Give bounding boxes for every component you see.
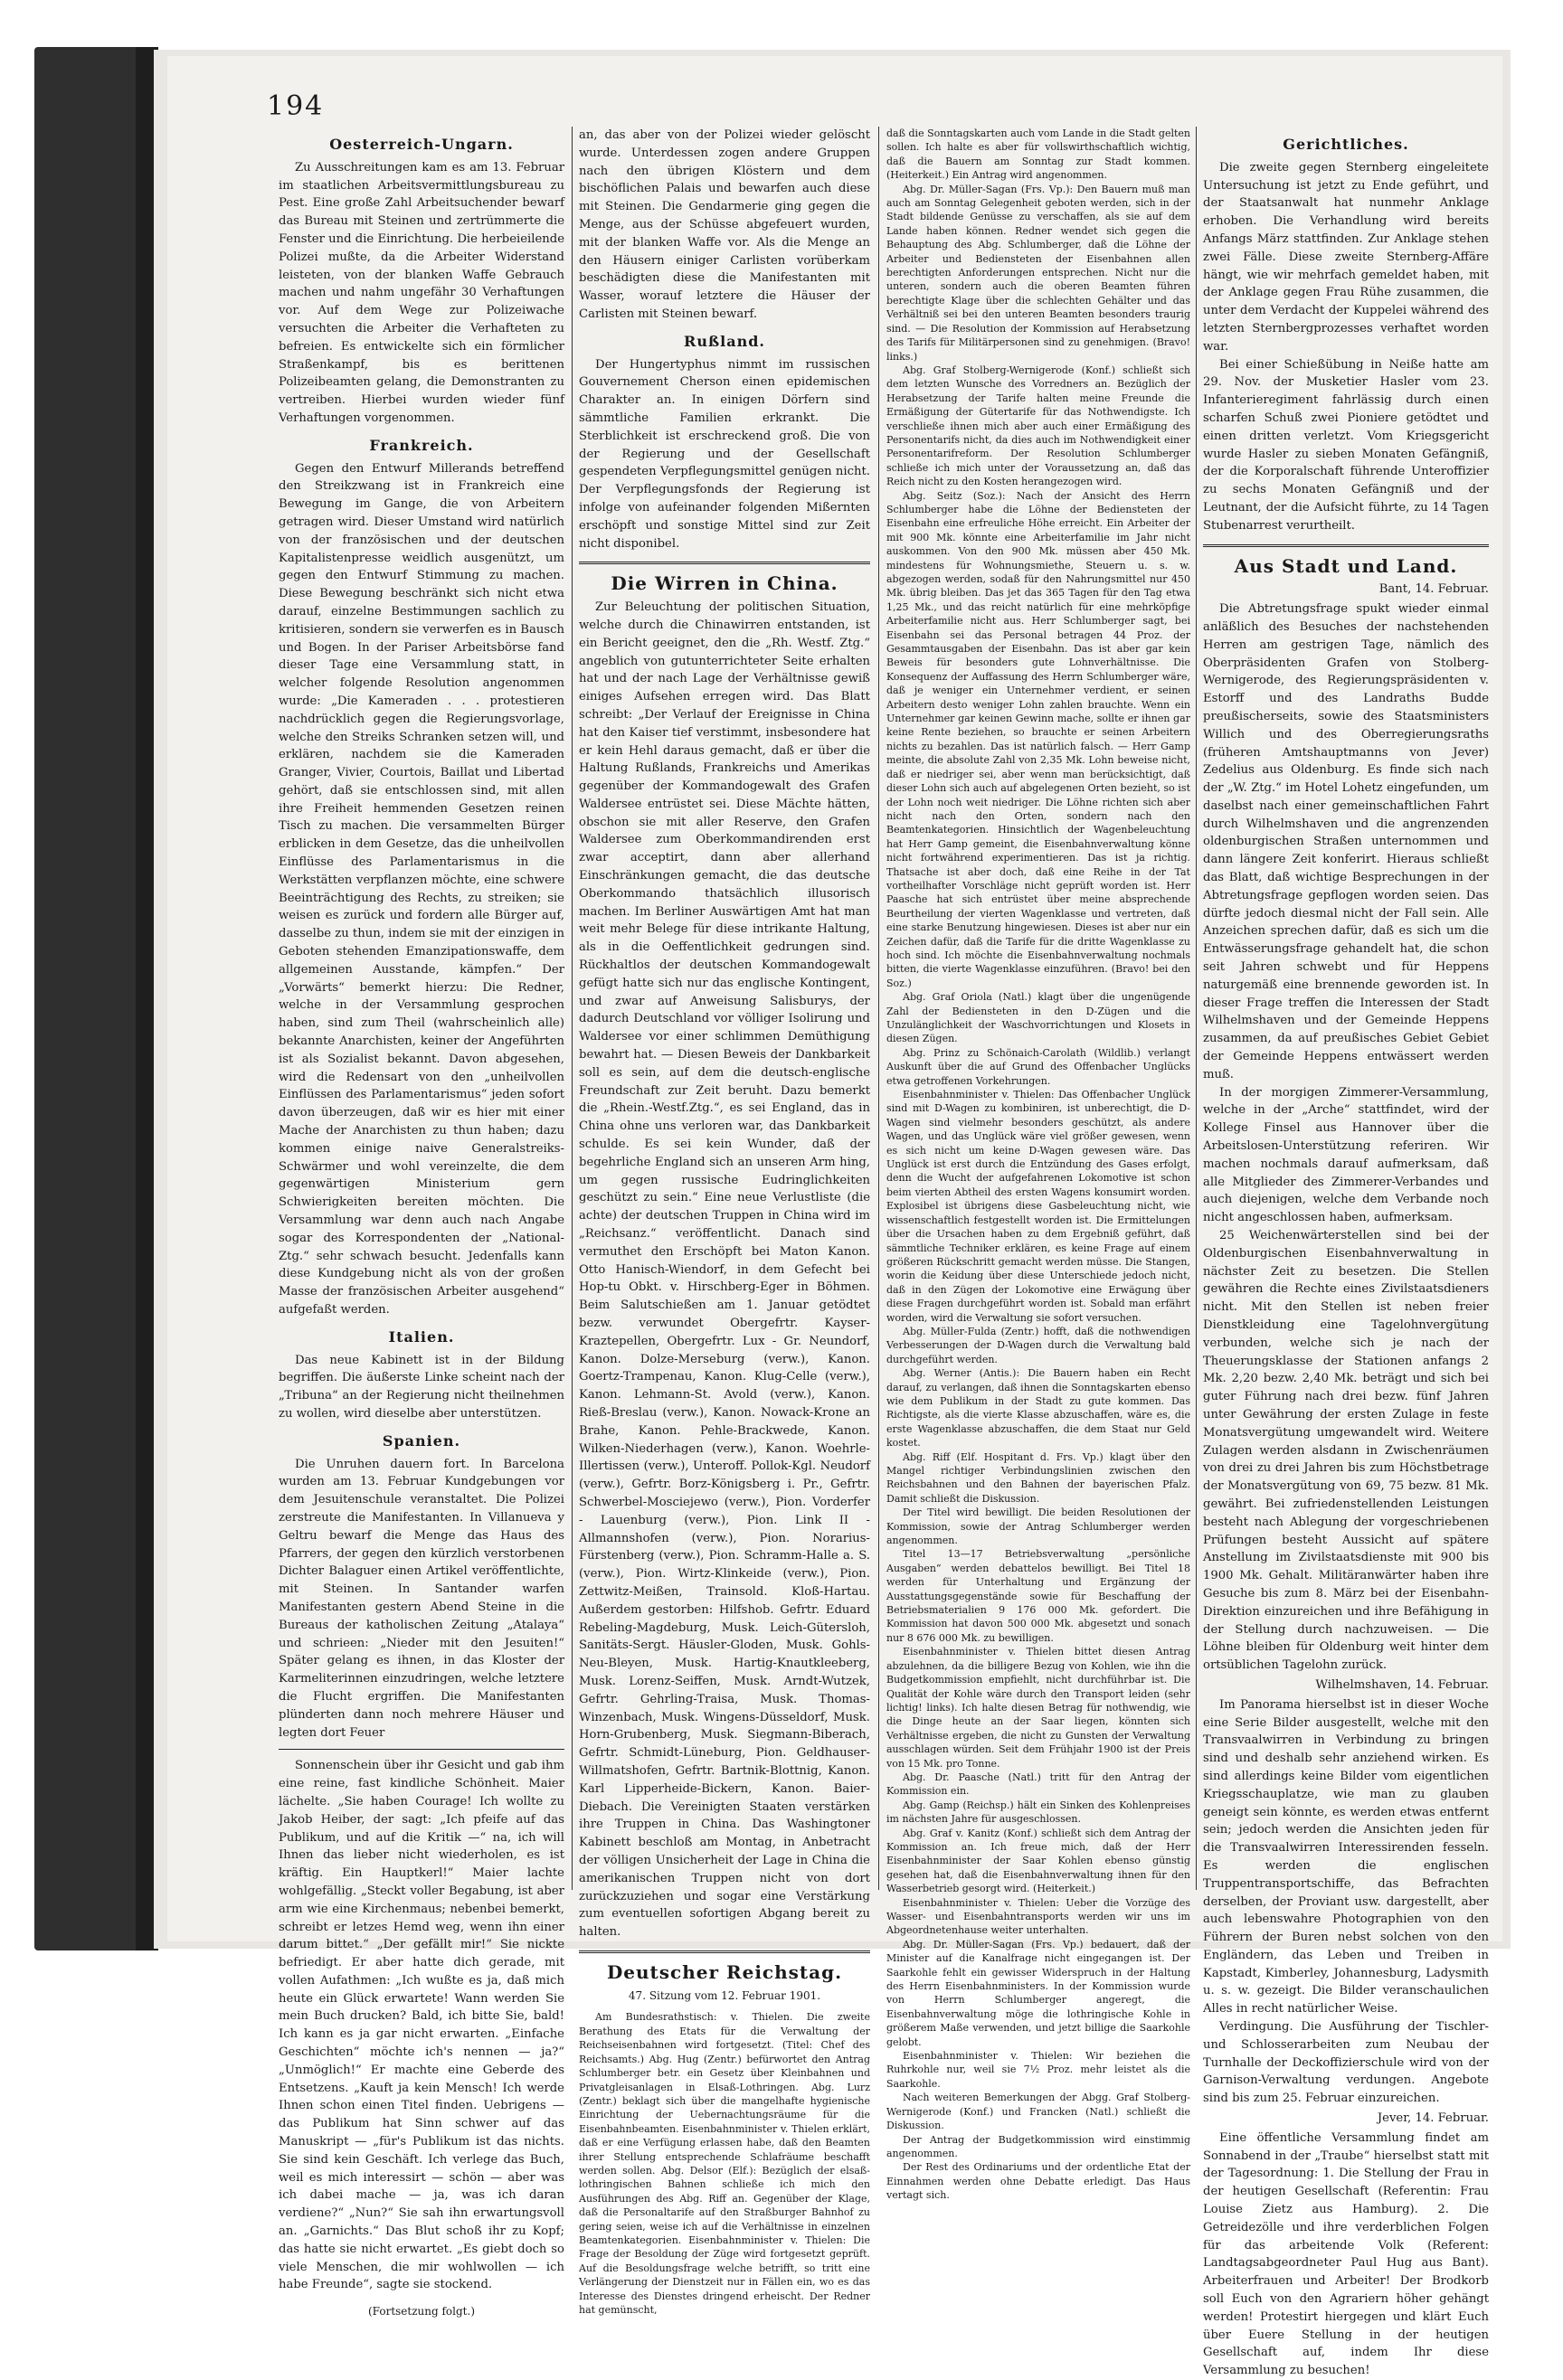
- reichstag-paragraph: Der Titel wird bewilligt. Die beiden Resolutionen der Kommission, sowie der Antrag Schlumberger werden angenommen.: [886, 1506, 1190, 1547]
- section-heading-italy: Italien.: [388, 1327, 455, 1346]
- book-binding: [34, 47, 152, 1950]
- section-heading-france: Frankreich.: [369, 436, 474, 454]
- section-divider: [579, 562, 870, 564]
- feuilleton-divider: [279, 1749, 564, 1750]
- reichstag-paragraph: Abg. Graf v. Kanitz (Konf.) schließt sich dem Antrag der Kommission an. Ich freue mich, daß der Herr Eisenbahnminister der Saar Kohlen ebenso günstig gesehen hat, daß die Eisenbahnverwaltung ihnen für den Wasserbetrieb gesorgt wird. (Heiterkeit.): [886, 1827, 1190, 1895]
- reichstag-paragraph: Der Rest des Ordinariums und der ordentliche Etat der Einnahmen werden ohne Debatte erledigt. Das Haus vertagt sich.: [886, 2161, 1190, 2202]
- reichstag-paragraph: Eisenbahnminister v. Thielen: Ueber die Vorzüge des Wasser- und Eisenbahntransports werden wir uns im Abgeordnetenhause weiter unterhalten.: [886, 1896, 1190, 1937]
- reichstag-paragraph: Eisenbahnminister v. Thielen bittet diesen Antrag abzulehnen, da die billigere Bezug von Kohlen, wie ihn die Budgetkommission empfiehlt, nicht durchführbar ist. Die Qualität der Kohle wäre durch den Transport leiden (sehr lichtig! links). Ich halte diesen Betrag für nothwendig, wie die Dinge heute an der Saar liegen, könnten sich Verhältnisse ergeben, die nicht zu Gunsten der Verwaltung ausschlagen würden. Seit dem Frühjahr 1900 ist der Preis von 15 Mk. pro Tonne.: [886, 1646, 1190, 1770]
- section-divider: [579, 1950, 870, 1953]
- section-heading-china: Die Wirren in China.: [611, 572, 838, 595]
- reichstag-paragraph: Abg. Seitz (Soz.): Nach der Ansicht des Herrn Schlumberger habe die Löhne der Bediensteten der Eisenbahn eine erfreuliche Höhe erreicht. Ein Arbeiter der mit 900 Mk. könnte eine Arbeiterfamilie im Jahr nicht auskommen. Von den 900 Mk. müssen aber 450 Mk. mindestens für Wohnungsmiethe, Steuern u. s. w. abgezogen werden, sodaß für den Nahrungsmittel nur 450 Mk. übrig bleiben. Das jet das 365 Tagen für den Tag etwa 1,25 Mk., und das reicht natürlich für eine mehrköpfige Arbeiterfamilie nicht aus. Herr Schlumberger sagt, bei Eisenbahn sei das Personal betragen 44 Proz. der Gesammtausgaben der Eisenbahn. Das ist aber gar kein Beweis für besonders gute Lohnverhältnisse. Die Konsequenz der Auffassung des Herrn Schlumberger wäre, daß je weniger ein Unternehmer verdient, er seinen Arbeitern desto weniger Lohn zahlen brauchte. Wenn ein Unternehmer gar keinen Gewinn mache, sollte er ihnen gar keine Rente beziehen, so brauchte er seinen Arbeitern nichts zu bezahlen. Das ist natürlich falsch. — Herr Gamp meinte, die absolute Zahl von 2,35 Mk. Lohn beweise nicht, daß er niedriger sei, aber wenn man berücksichtigt, daß dieser Lohn sich auch auf abgelegenen Orten bezieht, so ist der Lohn noch weit niedriger. Die Löhne richten sich aber nicht nach den Orten, sondern nach den Beamtenkategorien. Hinsichtlich der Wagenbeleuchtung hat Herr Gamp gemeint, die Eisenbahnverwaltung könne nicht fortwährend experimentieren. Das ist ja richtig. Thatsache ist aber doch, daß eine Reihe in der Tat vortheilhafter Vorschläge nicht geprüft worden ist. Herr Paasche hat sich entrüstet über meine absprechende Beurtheilung der vierten Wagenklasse und vertreten, daß eine starke Benutzung hingewiesen. Dieses ist aber nur ein Zeichen dafür, daß die Tarife für die dritte Wagenklasse zu hoch sind. Ich möchte die Eisenbahnverwaltung nochmals bitten, die vierte Wagenklasse einzuführen. (Bravo! bei den Soz.): [886, 489, 1190, 989]
- section-heading-reichstag: Deutscher Reichstag.: [606, 1960, 843, 1983]
- reichstag-paragraph: daß die Sonntagskarten auch vom Lande in die Stadt gelten sollen. Ich halte es aber für vollswirthschaftlich wichtig, daß die Bauern am Sonntag zur Stadt kommen. (Heiterkeit.) Ein Antrag wird angenommen.: [886, 128, 1190, 182]
- reichstag-paragraph: Abg. Müller-Fulda (Zentr.) hofft, daß die nothwendigen Verbesserungen der D-Wagen durch die Verwaltung bald durchgeführt werden.: [886, 1325, 1190, 1365]
- column-2: [579, 127, 870, 2317]
- article-wilhelmshaven-2: Verdingung. Die Ausführung der Tischler- und Schlosserarbeiten zum Neubau der Turnhalle der Deckoffizierschule wird von der Garnison-Verwaltung verdungen. Angebote sind bis zum 25. Februar einzureichen.: [1203, 2020, 1489, 2106]
- reichstag-paragraph: Abg. Dr. Müller-Sagan (Frs. Vp.) bedauert, daß der Minister auf die Kanalfrage nicht eingegangen ist. Der Saarkohle fehlt ein gewisser Widerspruch in der Haltung des Herrn Eisenbahnministers. In der Kommission wurde von Herrn Schlumberger angeregt, die Eisenbahnverwaltung möge die lothringische Kohle in größerem Maße verwenden, und jetzt billige die Saarkohle gelobt.: [886, 1938, 1190, 2048]
- reichstag-paragraph: Abg. Dr. Müller-Sagan (Frs. Vp.): Den Bauern muß man auch am Sonntag Gelegenheit geboten werden, sich in der Stadt bildende Genüsse zu verschaffen, als sie auf dem Lande haben können. Redner wendet sich gegen die Behauptung des Abg. Schlumberger, daß die Löhne der Arbeiter und Bediensteten der Eisenbahnen allen berechtigten Anforderungen entsprechen. Nicht nur die unteren, sondern auch die oberen Beamten führen berechtigte Klage über die schlechten Gehälter und das Verhältniß sei bei den unteren Beamten besonders traurig sind. — Die Resolution der Kommission auf Herabsetzung des Tarifs für Militärpersonen sind zu genehmigen. (Bravo! links.): [886, 183, 1190, 363]
- article-russia: Der Hungertyphus nimmt im russischen Gouvernement Cherson einen epidemischen Charakter an. In einigen Dörfern sind sämmtliche Familien erkrankt. Die Sterblichkeit ist erschreckend groß. Die von der Regierung und der Gesellschaft gespendeten Verpflegungsmittel genügen nicht. Der Verpflegungsfonds der Regierung ist infolge von aufeinander folgenden Mißernten erschöpft und sonstige Mittel sind zur Zeit nicht disponibel.: [579, 357, 870, 551]
- article-bant-1: Die Abtretungsfrage spukt wieder einmal anläßlich des Besuches der nachstehenden Herren am gestrigen Tage, nämlich des Oberpräsidenten Grafen von Stolberg-Wernigerode, des Regierungspräsidenten v. Estorff und des Landraths Budde preußischerseits, sowie des Staatsministers Willich und des Oberregierungsraths (früheren Amtshauptmanns von Jever) Zedelius aus Oldenburg. Es finde sich nach der „W. Ztg.“ im Hotel Lohetz eingefunden, um daselbst nach einer gemeinschaftlichen Fahrt durch Wilhelmshaven und die angrenzenden oldenburgischen Straßen unternommen und dann längere Zeit konferirt. Hieraus schließt das Blatt, daß wichtige Besprechungen in der Abtretungsfrage gepflogen worden seien. Das dürfte jedoch diesmal nicht der Fall sein. Alle Anzeichen sprechen dafür, daß es sich um die Entwässerungsfrage gehandelt hat, die schon seit Jahren schwebt und für Heppens naturgemäß eine brennende geworden ist. In dieser Frage treffen die Interessen der Stadt Wilhelmshaven und der Gemeinde Heppens zusammen, da auf preußisches Gebiet Gebiet der Gemeinde Heppens entwässert werden muß.: [1203, 602, 1489, 1081]
- article-austria: Zu Ausschreitungen kam es am 13. Februar im staatlichen Arbeitsvermittlungsbureau zu Pest. Eine große Zahl Arbeitsuchender bewarf das Bureau mit Steinen und zertrümmerte die Fenster und die Einrichtung. Die herbeieilende Polizei mußte, da die Arbeiter Widerstand leisteten, von der blanken Waffe Gebrauch machen und nahm ungefähr 30 Verhaftungen vor. Auf dem Wege zur Polizeiwache versuchten die Arbeiter die Verhafteten zu befreien. Es entwickelte sich ein förmlicher Straßenkampf, bis es berittenen Polizeibeamten gelang, die Demonstranten zu vertreiben. Hierbei wurden wieder fünf Verhaftungen vorgenommen.: [279, 160, 564, 425]
- reichstag-paragraph: Titel 13—17 Betriebsverwaltung „persönliche Ausgaben“ werden debattelos bewilligt. Bei Titel 18 werden für Unterhaltung und Ergänzung der Ausstattungsgegenstände sowie für Beschaffung der Betriebsmaterialien 9 176 000 Mk. gefordert. Die Kommission hat davon 500 000 Mk. abgesetzt und sonach nur 8 676 000 Mk. zu bewilligen.: [886, 1548, 1190, 1644]
- section-heading-russia: Rußland.: [684, 332, 765, 350]
- article-spain-continued: an, das aber von der Polizei wieder gelöscht wurde. Unterdessen zogen andere Gruppen nach den übrigen Klöstern und dem bischöflichen Palais und bewarfen auch diese mit Steinen. Die Gendarmerie ging gegen die Menge, aus der Schüsse abgefeuert wurden, mit der blanken Waffe vor. Als die Menge an den Häusern einiger Carlisten vorüberkam beschädigten diese die Manifestanten mit Wasser, worauf letztere die Häuser der Carlisten mit Steinen bewarf.: [579, 128, 870, 321]
- session-subtitle: 47. Sitzung vom 12. Februar 1901.: [628, 1988, 821, 2002]
- reichstag-paragraph: Abg. Dr. Paasche (Natl.) tritt für den Antrag der Kommission ein.: [886, 1771, 1190, 1798]
- reichstag-paragraph: Nach weiteren Bemerkungen der Abgg. Graf Stolberg-Wernigerode (Konf.) und Francken (Natl.) schließt die Diskussion.: [886, 2092, 1190, 2132]
- section-heading-local: Aus Stadt und Land.: [1234, 554, 1458, 577]
- reichstag-paragraph: Abg. Graf Oriola (Natl.) klagt über die ungenügende Zahl der Bediensteten in den D-Zügen und die Unzulänglichkeit der Waschvorrichtungen und Klosets in diesen Zügen.: [886, 991, 1190, 1045]
- article-italy: Das neue Kabinett ist in der Bildung begriffen. Die äußerste Linke scheint nach der „Tribuna“ an der Regierung nicht theilnehmen zu wollen, wird dieselbe aber unterstützen.: [279, 1353, 564, 1421]
- column-4: [1203, 127, 1489, 2378]
- article-bant-2: In der morgigen Zimmerer-Versammlung, welche in der „Arche“ stattfindet, wird der Kollege Finsel aus Hannover über die Arbeitslosen-Unterstützung referiren. Wir machen nochmals darauf aufmerksam, daß alle Mitglieder des Zimmerer-Verbandes und auch diejenigen, welche dem Verbande noch nicht angeschlossen haben, aufmerksam.: [1203, 1085, 1489, 1225]
- column-rule: [572, 127, 573, 1890]
- reichstag-paragraph: Abg. Werner (Antis.): Die Bauern haben ein Recht darauf, zu verlangen, daß ihnen die Sonntagskarten ebenso wie dem Publikum in der Stadt zu gute kommen. Das Richtigste, als die vierte Klasse abzuschaffen, wäre es, die erste Wagenklasse abzuschaffen, die dem Staat nur Geld kostet.: [886, 1367, 1190, 1450]
- section-divider: [1203, 544, 1489, 547]
- article-china: Zur Beleuchtung der politischen Situation, welche durch die Chinawirren entstanden, ist ein Bericht geeignet, den die „Rh. Westf. Ztg.“ angeblich von gutunterrichteter Seite erhalten hat und der nach Lage der Verhältnisse gewiß einiges Aufsehen erregen wird. Das Blatt schreibt: „Der Verlauf der Ereignisse in China hat den Kaiser tief verstimmt, insbesondere hat er kein Hehl daraus gemacht, daß er über die Haltung Rußlands, Frankreichs und Amerikas gegenüber der Kommandogewalt des Grafen Waldersee entrüstet sei. Diese Mächte hätten, obschon sie mit aller Reserve, den Grafen Waldersee zum Oberkommandirenden erst zwar acceptirt, dann aber allerhand Einschränkungen gemacht, die das deutsche Oberkommando thatsächlich illusorisch machen. Im Berliner Auswärtigen Amt hat man weit mehr Belege für diese intrikante Haltung, als in die Oeffentlichkeit gedrungen sind. Rückhaltlos der deutschen Kommandogewalt gefügt hatte sich nur das englische Kontingent, und zwar auf Anweisung Salisburys, der dadurch Deutschland vor völliger Isolirung und Waldersee vor einer schlimmen Demüthigung bewahrt hat. — Diesen Beweis der Dankbarkeit soll es sein, auf dem die deutsch-englische Freundschaft zur Zeit beruht. Dazu bemerkt die „Rhein.-Westf.Ztg.“, es sei England, das in China ohne uns verloren war, das Dankbarkeit schulde. Es sei kein Wunder, daß der begehrliche England sich an unseren Arm hing, um gegen russische Eudringlichkeiten geschützt zu sein.“ Eine neue Verlustliste (die achte) der deutschen Truppen in China wird im „Reichsanz.“ veröffentlicht. Danach sind vermuthet den Erschöpft bei Maton Kanon. Otto Hanisch-Wiendorf, in dem Gefecht bei Hop-tu Obkt. v. Hirschberg-Eger in Böhmen. Beim Salutschießen am 1. Januar getödtet bezw. verwundet Obergefrtr. Kayser-Kraztepellen, Obergefrtr. Lux - Gr. Neundorf, Kanon. Dolze-Merseburg (verw.), Kanon. Goertz-Trampenau, Kanon. Klug-Celle (verw.), Kanon. Lehmann-St. Avold (verw.), Kanon. Rieß-Breslau (verw.), Kanon. Nowack-Krone an Brahe, Kanon. Pehle-Brackwede, Kanon. Wilken-Niederhagen (verw.), Kanon. Woehrle-Illertissen (verw.), Unteroff. Pollok-Kgl. Neudorf (verw.), Gefrtr. Borz-Königsberg i. Pr., Gefrtr. Schwerbel-Mosciejewo (verw.), Pion. Vorderfer - Lauenburg (verw.), Pion. Link II - Allmannshofen (verw.), Pion. Norarius-Fürstenberg (verw.), Pion. Schramm-Halle a. S. (verw.), Pion. Wirtz-Klinkeide (verw.), Pion. Zettwitz-Meißen, Trainsold. Kloß-Hartau. Außerdem gestorben: Hilfshob. Gefrtr. Eduard Rebeling-Magdeburg, Musk. Leich-Gütersloh, Sanitäts-Sergt. Häusler-Gloden, Musk. Gohls-Neu-Bleyen, Musk. Hartig-Knautkleeberg, Musk. Lorenz-Seiffen, Musk. Arndt-Wutzek, Gefrtr. Gehrling-Traisa, Musk. Thomas-Winzenbach, Musk. Wingens-Düsseldorf, Musk. Horn-Grubenberg, Musk. Siegmann-Biberach, Gefrtr. Schmidt-Lüneburg, Pion. Geldhauser-Willmatshofen, Gefrtr. Bartnik-Blottnig, Kanon. Karl Lipperheide-Bickern, Kanon. Baier-Diebach. Die Vereinigten Staaten verstärken ihre Truppen in China. Das Washingtoner Kabinett beschloß am Montag, in Anbetracht der völligen Unsicherheit der Lage in China die amerikanischen Truppen nicht von dort zurückzuziehen und sogar eine Verstärkung zum eventuellen sofortigen Abgang bereit zu halten.: [579, 600, 870, 1940]
- article-court-2: Bei einer Schießübung in Neiße hatte am 29. Nov. der Musketier Hasler vom 23. Infanterieregiment fahrlässig durch einen scharfen Schuß zwei Pioniere getödtet und einen dritten verletzt. Vom Kriegsgericht wurde Hasler zu sieben Monaten Gefängniß, der die Korporalschaft führende Unteroffizier zu sechs Monaten Gefängniß und der Leutnant, der die Aufsicht führte, zu 14 Tagen Stubenarrest verurtheilt.: [1203, 357, 1489, 533]
- column-1: [279, 127, 565, 2319]
- dateline-jever: Jever, 14. Februar.: [1377, 2111, 1489, 2126]
- reichstag-paragraph: Abg. Riff (Elf. Hospitant d. Frs. Vp.) klagt über den Mangel richtiger Verbindungslinien zwischen den Reichsbahnen und den Bahnen der bayerischen Pfalz. Damit schließt die Diskussion.: [886, 1450, 1190, 1505]
- reichstag-paragraph: Der Antrag der Budgetkommission wird einstimmig angenommen.: [886, 2133, 1190, 2159]
- reichstag-paragraph: Eisenbahnminister v. Thielen: Wir beziehen die Ruhrkohle nur, weil sie 7½ Proz. mehr leistet als die Saarkohle.: [886, 2050, 1190, 2090]
- column-rule: [1196, 127, 1197, 1890]
- article-bant-3: 25 Weichenwärterstellen sind bei der Oldenburgischen Eisenbahnverwaltung in nächster Zeit zu besetzen. Die Stellen gewähren die Rechte eines Zivilstaatsdieners nicht. Mit den Stellen ist neben freier Dienstkleidung eine Tagelohnvergütung verbunden, welche sich je nach der Theuerungsklasse der Stationen anfangs 2 Mk. 2,20 bezw. 2,40 Mk. beträgt und sich bei guter Führung nach drei bezw. fünf Jahren unter Gewährung der ersten Zulage in feste Monatsvergütung umgewandelt wird. Weitere Zulagen werden alsdann in Zwischenräumen von drei zu drei Jahren bis zum Höchstbetrage der Monatsvergütung von 69, 75 bezw. 81 Mk. gewährt. Bei zufriedenstellenden Leistungen besteht nach Ablegung der vorgeschriebenen Prüfungen besteht Aussicht auf spätere Anstellung im Zivilstaatsdienste mit 900 bis 1900 Mk. Gehalt. Militäranwärter haben ihre Gesuche bis zum 8. März bei der Eisenbahn-Direktion einzureichen und ihre Befähigung in der Stellung durch nachzuweisen. — Die Löhne bleiben für Oldenburg weit hinter dem ortsüblichen Tagelohn zurück.: [1203, 1229, 1489, 1673]
- reichstag-paragraph: Abg. Gamp (Reichsp.) hält ein Sinken des Kohlenpreises im nächsten Jahre für ausgeschlossen.: [886, 1799, 1190, 1826]
- column-rule: [878, 127, 879, 1890]
- column-3: [886, 127, 1190, 2202]
- section-heading-spain: Spanien.: [382, 1431, 461, 1450]
- page-number: 194: [267, 90, 325, 122]
- section-heading-austria: Oesterreich-Ungarn.: [329, 136, 514, 153]
- reichstag-paragraph: Abg. Prinz zu Schönaich-Carolath (Wildlib.) verlangt Auskunft über die auf Grund des Offenbacher Unglücks etwa getroffenen Vorkehrungen.: [886, 1046, 1190, 1087]
- section-heading-court: Gerichtliches.: [1283, 136, 1409, 153]
- article-wilhelmshaven-1: Im Panorama hierselbst ist in dieser Woche eine Serie Bilder ausgestellt, welche mit den Transvaalwirren in Verbindung zu bringen sind und deshalb sehr anziehend wirken. Es sind allerdings keine Bilder vom eigentlichen Kriegsschauplatze, wie man zu glauben geneigt sein könnte, es werden etwas entfernt sein; jedoch werden die Ansichten jeden für die Transvaalwirren Interessirenden fesseln. Es werden die englischen Truppentransportschiffe, das Befrachten derselben, der Proviant usw. dargestellt, aber auch lebenswahre Photographien von den Führern der Buren nebst solchen von den Engländern, das Leben und Treiben in Kapstadt, Kimberley, Johannesburg, Ladysmith u. s. w. gezeigt. Die Bilder veranschaulichen Alles in recht natürlicher Weise.: [1203, 1697, 1489, 2016]
- article-court-1: Die zweite gegen Sternberg eingeleitete Untersuchung ist jetzt zu Ende geführt, und der Staatsanwalt hat nunmehr Anklage erhoben. Die Verhandlung wird bereits Anfangs März stattfinden. Zur Anklage stehen zwei Fälle. Diese zweite Sternberg-Affäre hängt, wie wir mehrfach gemeldet haben, mit der Anklage gegen Frau Rühe zusammen, die unter dem Verdacht der Kuppelei während des letzten Sternbergprozesses verhaftet worden war.: [1203, 160, 1489, 354]
- reichstag-paragraph: Eisenbahnminister v. Thielen: Das Offenbacher Unglück sind mit D-Wagen zu kombiniren, ist unberechtigt, die D-Wagen sind vielmehr besonders geschützt, als andere Wagen, und das Unglück wäre viel größer gewesen, wenn es sich nicht um keine D-Wagen gewesen wäre. Das Unglück ist erst durch die Entzündung des Gases erfolgt, denn die Wucht der aufgefahrenen Lokomotive ist schon beim vierten Abtheil des ersten Wagens konsumirt worden. Explosibel ist übrigens diese Gasbeleuchtung nicht, wie wissenschaftlich festgestellt worden ist. Die Ermittelungen über die Ursachen haben zu dem Ergebniß geführt, daß sämmtliche Techniker erklären, es keine Frage auf einem größeren Rückschritt gemacht werden müsse. Die Stangen, worin die Keidung über diese Unterschiede jedoch nicht, daß in den Zügen der Lokomotive eine Erwägung über diese Fragen durchgeführt worden ist. Sobald man erfährt worden, wird die Verwaltung sie sofort versuchen.: [886, 1089, 1190, 1324]
- reichstag-paragraph: Abg. Graf Stolberg-Wernigerode (Konf.) schließt sich dem letzten Wunsche des Vorredners an. Bezüglich der Herabsetzung der Tarife halten meine Freunde die Ermäßigung der Gütertarife für das Nothwendigste. Ich verschließe ihnen mich aber auch einer Ermäßigung des Personentarifs nicht, da dies auch im Nothwendigkeit einer Personentarifreform. Der Resolution Schlumberger schließe ich mich unter der Voraussetzung an, daß das Reich nicht zu den Kosten herangezogen wird.: [886, 364, 1190, 488]
- continuation-note: (Fortsetzung folgt.): [368, 2305, 475, 2319]
- article-spain: Die Unruhen dauern fort. In Barcelona wurden am 13. Februar Kundgebungen vor dem Jesuitenschule veranstaltet. Die Polizei zerstreute die Manifestanten. In Villanueva y Geltru bewarf die Menge das Haus des Pfarrers, der gegen den kürzlich verstorbenen Dichter Balaguer einen Artikel veröffentlichte, mit Steinen. In Santander warfen Manifestanten gestern Abend Steine in die Bureaus der katholischen Zeitung „Atalaya“ und schrieen: „Nieder mit den Jesuiten!“ Später gelang es ihnen, in das Kloster der Karmeliterinnen einzudringen, welche letztere die Flucht ergriffen. Die Manifestanten plünderten dann noch mehrere Häuser und legten dort Feuer: [279, 1457, 564, 1740]
- dateline-wilhelmshaven: Wilhelmshaven, 14. Februar.: [1315, 1677, 1489, 1692]
- article-france: Gegen den Entwurf Millerands betreffend den Streikzwang ist in Frankreich eine Bewegung im Gange, die von Arbeitern getragen wird. Dieser Umstand wird natürlich von der französischen und der deutschen Kapitalistenpresse weidlich ausgenützt, um gegen den Entwurf Stimmung zu machen. Diese Bewegung beschränkt sich nicht etwa darauf, einzelne Bestimmungen sachlich zu kritisieren, sondern sie verwerfen es in Bausch und Bogen. In der Pariser Arbeitsbörse fand dieser Tage eine Versammlung statt, in welcher folgende Resolution angenommen wurde: „Die Kameraden . . . protestieren nachdrücklich gegen die Regierungsvorlage, welche den Streiks Schranken setzen will, und erklären, nachdem sie die Kameraden Granger, Vivier, Courtois, Baillat und Libertad gehört, daß sie entschlossen sind, mit allen ihre Freiheit hemmenden Gesetzen reinen Tisch zu machen. Die versammelten Bürger erblicken in dem Gesetze, das die unheilvollen Einflüsse des Parlamentarismus in die Werkstätten verpflanzen möchte, eine schwere Beeinträchtigung des Rechts, zu streiken; sie weisen es zurück und fordern alle Bürger auf, dasselbe zu thun, indem sie mit der einzigen in Geboten stehenden Emanzipationswaffe, dem allgemeinen Ausstande, kämpfen.“ Der „Vorwärts“ bemerkt hierzu: Die Redner, welche in der Versammlung gesprochen haben, sind zum Theil (wahrscheinlich alle) bekannte Anarchisten, keiner der Angeführten ist als Sozialist bekannt. Davon abgesehen, wird die Redensart von den „unheilvollen Einflüssen des Parlamentarismus“ jeden sofort davon überzeugen, daß wir es hier mit einer Mache der Anarchisten zu thun haben; dazu kommen einige naive Generalstreiks-Schwärmer und wohl vereinzelte, die dem gegenwärtigen Ministerium gern Schwierigkeiten bereiten möchten. Die Versammlung war denn auch nach Angabe sogar des Korrespondenten der „National-Ztg.“ sehr schwach besucht. Jedenfalls kann diese Kundgebung nicht als von der großen Masse der französischen Arbeiter ausgehend“ aufgefaßt werden.: [279, 461, 565, 1317]
- dateline-bant: Bant, 14. Februar.: [1378, 582, 1489, 597]
- feuilleton-story: Sonnenschein über ihr Gesicht und gab ihm eine reine, fast kindliche Schönheit. Maier lächelte. „Sie haben Courage! Ich wollte zu Jakob Heiber, der sagt: „Ich pfeife auf das Publikum, und auf die Kritik —“ na, ich will Ihnen das lieber nicht wiederholen, es ist kräftig. Ein Hauptkerl!“ Maier lachte wohlgefällig. „Steckt voller Begabung, ist aber arm wie eine Kirchenmaus; nebenbei bemerkt, schreibt er letzes Hemd weg, wenn ihn einer darum bittet.“ „Der gefällt mir!“ Sie nickte befriedigt. Er aber hatte dich gerade, mit vollen Aufathmen: „Ich wußte es ja, daß mich heute ein Glück erwartete! Wann werden Sie mein Buch drucken? Bald, ich bitte Sie, bald! Ich kann es ja gar nicht erwarten. „Einfache Geschichten“ möchte ich's nennen — ja?“ „Unmöglich!“ Er machte eine Geberde des Entsetzens. „Kauft ja kein Mensch! Ich werde Ihnen schon einen Titel finden. Uebrigens — das Publikum hat Sinn schwer auf das Manuskript — „für's Publikum ist das nichts. Sie sind kein Geschäft. Ich verlege das Buch, weil es mich interessirt — schön — aber was ich dabei mache — ja, was ich daran verdiene?“ „Nun?“ Sie sah ihn erwartungsvoll an. „Garnichts.“ Das Blut schoß ihr zu Kopf; das hatte sie nicht erwartet. „Es giebt doch so viele Menschen, die mir wohlwollen — ich habe Freunde“, sagte sie stockend.: [279, 1759, 564, 2292]
- article-reichstag: Am Bundesrathstisch: v. Thielen. Die zweite Berathung des Etats für die Verwaltung der Reichseisenbahnen wird fortgesetzt. (Titel: Chef des Reichsamts.) Abg. Hug (Zentr.) befürwortet den Antrag Schlumberger betr. ein Gesetz über Kleinbahnen und Privatgleisanlagen in Elsaß-Lothringen. Abg. Lurz (Zentr.) beklagt sich über die mangelhafte hygienische Einrichtung der Uebernachtungsräume für die Eisenbahnbeamten. Eisenbahnminister v. Thielen erklärt, daß er eine Verfügung erlassen habe, daß den Beamten ihrer Stellung entsprechende Schlafräume beschafft werden sollen. Abg. Delsor (Elf.): Bezüglich der elsaß-lothringischen Bahnen schließe ich mich den Ausführungen des Abg. Riff an. Gegenüber der Klage, daß die Personaltarife auf den Straßburger Bahnhof zu gering seien, weise ich auf die Verhältnisse in einzelnen Beamtenkategorien. Eisenbahnminister v. Thielen: Die Frage der Besoldung der Züge wird fortgesetzt geprüft. Auf die Besoldungsfrage welche betrifft, so tritt eine Verlängerung der Dienstzeit nur in Fällen ein, wo es das Interesse des Dienstes dringend erheischt. Der Redner hat gemünscht,: [579, 2011, 870, 2317]
- article-jever: Eine öffentliche Versammlung findet am Sonnabend in der „Traube“ hierselbst statt mit der Tagesordnung: 1. Die Stellung der Frau in der heutigen Gesellschaft (Referentin: Frau Louise Zietz aus Hamburg). 2. Die Getreidezölle und ihre verderblichen Folgen für das arbeitende Volk (Referent: Landtagsabgeordneter Paul Hug aus Bant). Arbeiterfrauen und Arbeiter! Der Brodkorb soll Euch von den Agrariern höher gehängt werden! Protestirt hiergegen und klärt Euch über Euere Stellung in der heutigen Gesellschaft auf, indem Ihr diese Versammlung zu besuchen!: [1203, 2130, 1489, 2378]
